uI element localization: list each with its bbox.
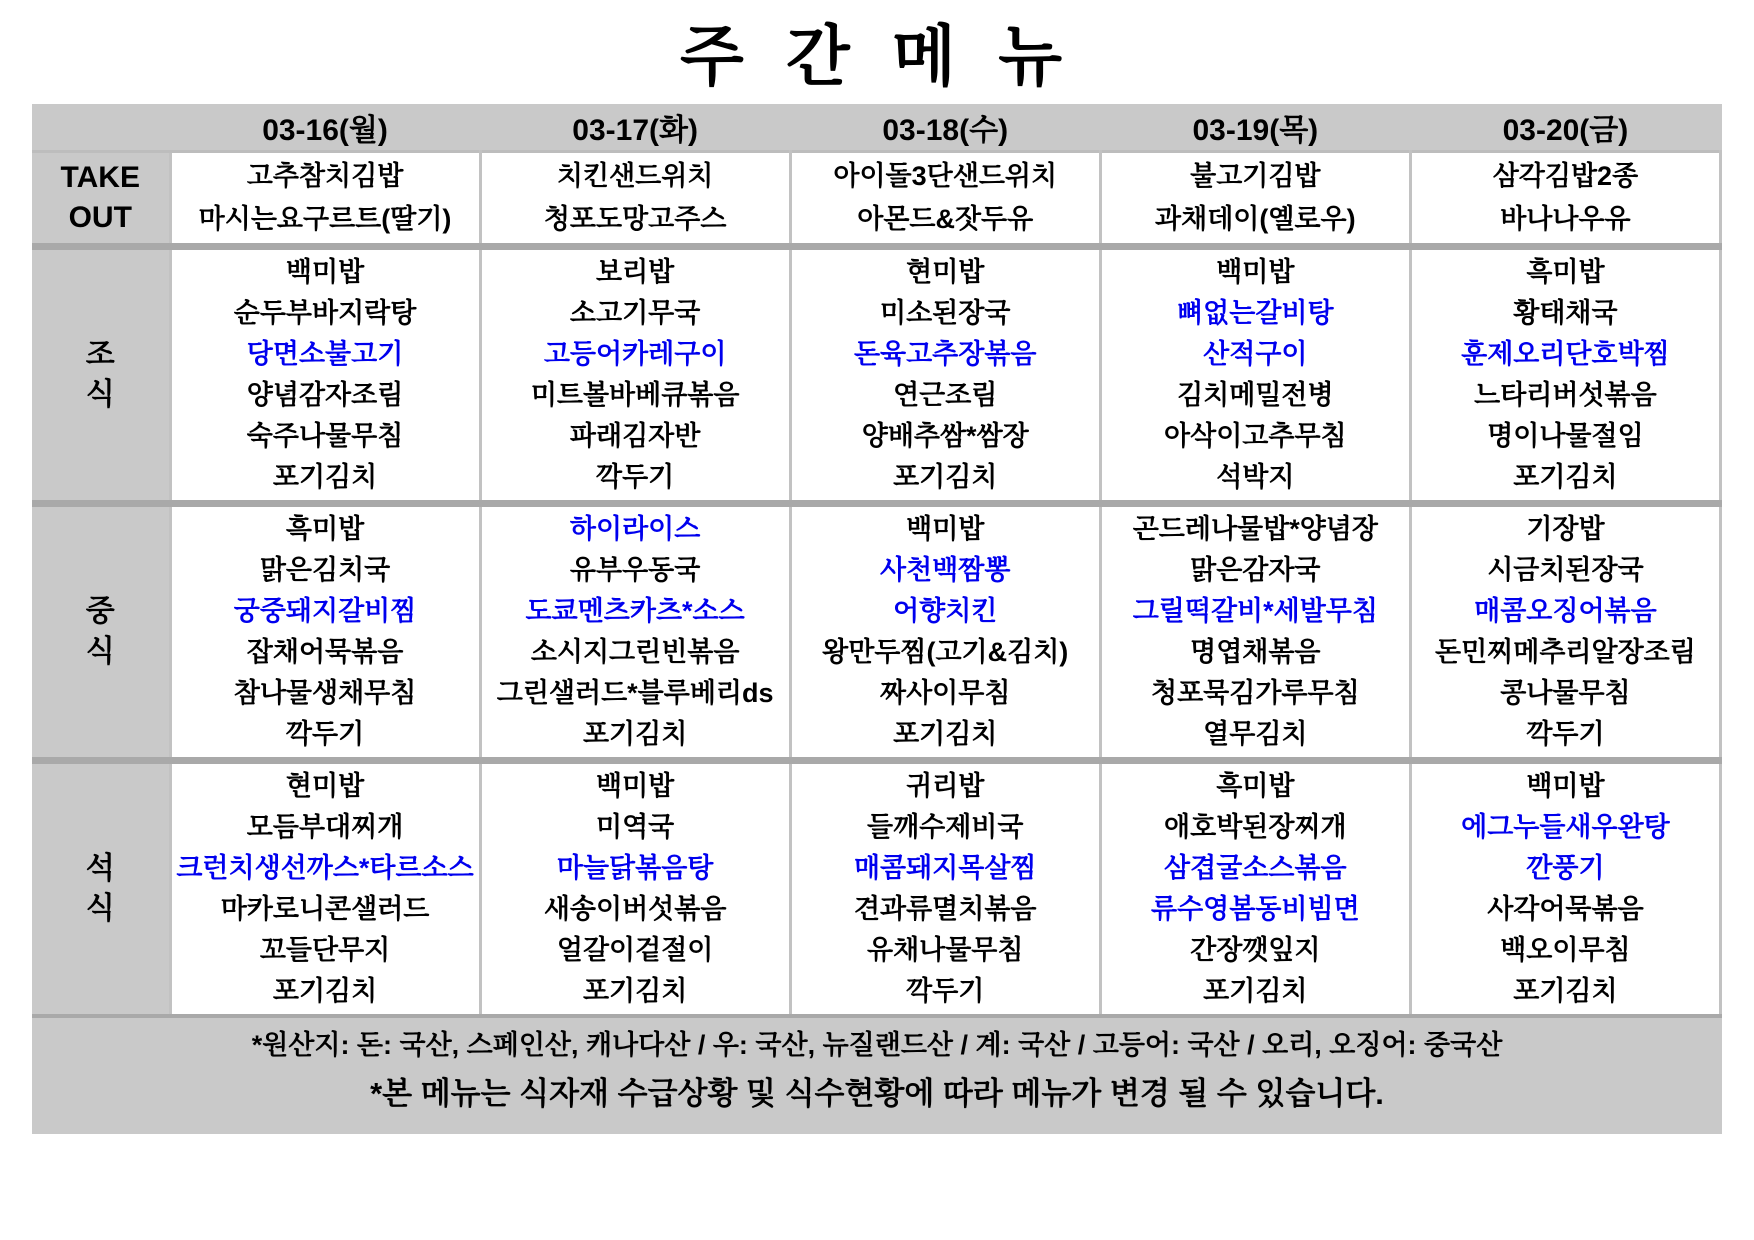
menu-item: 꼬들단무지	[259, 935, 391, 965]
menu-item: 삼각김밥2종	[1492, 161, 1639, 191]
page-title: 주 간 메 뉴	[679, 19, 1075, 93]
menu-item-highlighted: 크런치생선까스*타르소스	[176, 853, 474, 883]
menu-item: 얼갈이겉절이	[556, 935, 714, 965]
menu-item: 시금치된장국	[1487, 555, 1644, 585]
menu-item: 포기김치	[893, 462, 998, 492]
menu-item: 콩나물무침	[1500, 678, 1631, 708]
menu-item: 바나나우유	[1500, 204, 1631, 234]
menu-cell-breakfast-day2	[480, 247, 790, 504]
change-notice: *본 메뉴는 식자재 수급상황 및 식수현황에 따라 메뉴가 변경 될 수 있습니다.	[370, 1076, 1384, 1111]
menu-item: 미역국	[596, 812, 675, 842]
menu-item-highlighted: 산적구이	[1203, 339, 1308, 369]
menu-item-highlighted: 사천백짬뽕	[880, 555, 1011, 585]
menu-item-highlighted: 궁중돼지갈비찜	[233, 596, 417, 626]
section-label-line: OUT	[68, 201, 132, 234]
menu-item: 포기김치	[272, 462, 378, 492]
menu-item: 포기김치	[1203, 976, 1308, 1006]
menu-item: 소고기무국	[569, 298, 701, 328]
menu-item: 청포묵김가루무침	[1151, 678, 1360, 708]
menu-item: 석박지	[1216, 462, 1295, 492]
menu-cell-breakfast-day5	[1410, 247, 1720, 504]
menu-table-body	[32, 152, 1721, 1017]
menu-item-highlighted: 매콤돼지목살찜	[853, 853, 1037, 883]
menu-item-highlighted: 훈제오리단호박찜	[1461, 339, 1670, 369]
menu-item-highlighted: 마늘닭볶음탕	[556, 853, 714, 883]
menu-item-highlighted: 에그누들새우완탕	[1461, 812, 1670, 842]
menu-cell-lunch-day5	[1410, 504, 1720, 761]
menu-item: 짜사이무침	[880, 678, 1011, 708]
section-label-line: 조	[85, 338, 115, 371]
menu-cell-lunch-day4	[1100, 504, 1410, 761]
menu-item: 백미밥	[1216, 257, 1295, 287]
date-header-row	[32, 104, 1721, 152]
menu-item: 불고기김밥	[1190, 161, 1321, 191]
menu-item: 맑은김치국	[259, 555, 391, 585]
menu-item: 김치메밀전병	[1177, 380, 1334, 410]
menu-item: 순두부바지락탕	[233, 298, 417, 328]
section-label-lunch	[32, 504, 170, 761]
menu-item: 황태채국	[1513, 298, 1618, 328]
menu-item: 아이돌3단샌드위치	[833, 161, 1058, 191]
menu-cell-lunch-day3	[790, 504, 1100, 761]
menu-item: 양념감자조림	[246, 380, 404, 410]
menu-item: 아몬드&잣두유	[857, 204, 1034, 234]
weekly-menu-table	[32, 104, 1722, 1018]
menu-cell-breakfast-day4	[1100, 247, 1410, 504]
date-header-tue: 03-17(화)	[480, 104, 790, 152]
menu-item-highlighted: 고등어카레구이	[543, 339, 727, 369]
section-label-line: 식	[85, 378, 115, 411]
section-label-line: 중	[85, 595, 115, 628]
menu-item: 백미밥	[596, 771, 675, 801]
menu-item: 백미밥	[906, 514, 985, 544]
date-header-mon: 03-16(월)	[170, 104, 480, 152]
menu-item: 포기김치	[1513, 976, 1618, 1006]
menu-item: 보리밥	[596, 257, 675, 287]
menu-cell-takeout-day1	[170, 152, 480, 247]
menu-cell-breakfast-day1	[170, 247, 480, 504]
menu-item: 열무김치	[1203, 719, 1308, 749]
menu-item: 마카로니콘샐러드	[220, 894, 430, 924]
menu-item: 미소된장국	[880, 298, 1011, 328]
menu-item-highlighted: 류수영봄동비빔면	[1151, 894, 1360, 924]
date-header-wed: 03-18(수)	[790, 104, 1100, 152]
menu-item: 백미밥	[1526, 771, 1605, 801]
section-row-breakfast	[32, 247, 1721, 504]
section-label-line: TAKE	[60, 161, 140, 194]
weekly-menu	[32, 104, 1722, 1134]
menu-item: 현미밥	[285, 771, 365, 801]
menu-item: 포기김치	[893, 719, 998, 749]
menu-item: 과채데이(옐로우)	[1155, 204, 1356, 234]
menu-item: 깍두기	[596, 462, 675, 492]
menu-item: 현미밥	[906, 257, 985, 287]
menu-item: 유채나물무침	[866, 935, 1024, 965]
menu-item: 양배추쌈*쌈장	[861, 421, 1029, 451]
menu-item: 포기김치	[1513, 462, 1618, 492]
menu-item: 포기김치	[582, 719, 688, 749]
footer	[32, 1018, 1722, 1134]
menu-cell-dinner-day5	[1410, 761, 1720, 1017]
menu-item-highlighted: 하이라이스	[569, 514, 701, 544]
menu-item-highlighted: 깐풍기	[1526, 853, 1605, 883]
menu-cell-takeout-day3	[790, 152, 1100, 247]
menu-item: 고추참치김밥	[246, 161, 404, 191]
origin-note: *원산지: 돈: 국산, 스페인산, 캐나다산 / 우: 국산, 뉴질랜드산 / 계: 국산 / 고등어: 국산 / 오리, 오징어: 중국산	[251, 1030, 1503, 1060]
menu-item: 연근조림	[893, 380, 998, 410]
menu-item-highlighted: 매콤오징어볶음	[1474, 596, 1657, 626]
section-label-line: 식	[85, 892, 115, 925]
menu-item: 명엽채볶음	[1190, 637, 1321, 667]
menu-item: 포기김치	[272, 976, 378, 1006]
menu-item: 참나물생채무침	[233, 678, 417, 708]
menu-item-highlighted: 돈육고추장볶음	[853, 339, 1037, 369]
menu-item: 깍두기	[1526, 719, 1605, 749]
date-header-fri: 03-20(금)	[1410, 104, 1720, 152]
menu-cell-takeout-day2	[480, 152, 790, 247]
menu-item: 포기김치	[582, 976, 688, 1006]
section-label-line: 석	[85, 852, 115, 885]
section-row-takeout	[32, 152, 1721, 247]
menu-item: 새송이버섯볶음	[543, 894, 727, 924]
menu-item: 백오이무침	[1500, 935, 1631, 965]
menu-item: 마시는요구르트(딸기)	[198, 204, 452, 234]
menu-item: 기장밥	[1526, 514, 1605, 544]
menu-item: 맑은감자국	[1190, 555, 1321, 585]
menu-item-highlighted: 당면소불고기	[246, 339, 404, 369]
menu-item: 소시지그린빈볶음	[530, 637, 740, 667]
menu-item: 왕만두찜(고기&김치)	[822, 637, 1069, 667]
menu-item: 그린샐러드*블루베리ds	[496, 678, 774, 708]
menu-item: 귀리밥	[906, 771, 985, 801]
menu-item: 백미밥	[285, 257, 365, 287]
section-label-breakfast	[32, 247, 170, 504]
menu-item: 아삭이고추무침	[1164, 421, 1347, 451]
date-header-thu: 03-19(목)	[1100, 104, 1410, 152]
menu-item-highlighted: 뼈없는갈비탕	[1177, 298, 1334, 328]
menu-item: 파래김자반	[569, 421, 701, 451]
menu-cell-takeout-day4	[1100, 152, 1410, 247]
menu-item: 곤드레나물밥*양념장	[1132, 514, 1378, 544]
menu-cell-lunch-day2	[480, 504, 790, 761]
menu-item: 미트볼바베큐볶음	[530, 380, 740, 410]
menu-cell-dinner-day1	[170, 761, 480, 1017]
menu-item: 간장깻잎지	[1190, 935, 1321, 965]
menu-item: 유부우동국	[569, 555, 701, 585]
menu-item: 돈민찌메추리알장조림	[1435, 637, 1696, 667]
corner-cell	[32, 104, 170, 152]
menu-item: 깍두기	[906, 976, 985, 1006]
menu-cell-lunch-day1	[170, 504, 480, 761]
menu-item: 흑미밥	[1216, 771, 1295, 801]
menu-item: 청포도망고주스	[543, 204, 727, 234]
menu-item: 흑미밥	[285, 514, 365, 544]
menu-item-highlighted: 그릴떡갈비*세발무침	[1132, 596, 1378, 626]
menu-item: 모듬부대찌개	[246, 812, 404, 842]
section-label-dinner	[32, 761, 170, 1017]
menu-item: 애호박된장찌개	[1164, 812, 1347, 842]
menu-item-highlighted: 삼겹굴소스볶음	[1164, 853, 1347, 883]
menu-item: 숙주나물무침	[246, 421, 404, 451]
menu-item: 느타리버섯볶음	[1474, 380, 1657, 410]
menu-item: 잡채어묵볶음	[246, 637, 404, 667]
menu-item: 사각어묵볶음	[1487, 894, 1644, 924]
menu-item-highlighted: 도쿄멘츠카츠*소스	[525, 596, 745, 626]
section-row-dinner	[32, 761, 1721, 1017]
menu-item-highlighted: 어향치킨	[893, 596, 998, 626]
menu-cell-takeout-day5	[1410, 152, 1720, 247]
menu-item: 치킨샌드위치	[556, 161, 714, 191]
section-row-lunch	[32, 504, 1721, 761]
menu-cell-breakfast-day3	[790, 247, 1100, 504]
menu-item: 명이나물절임	[1487, 421, 1644, 451]
menu-item: 흑미밥	[1526, 257, 1605, 287]
menu-item: 들깨수제비국	[866, 812, 1024, 842]
section-label-takeout	[32, 152, 170, 247]
menu-cell-dinner-day4	[1100, 761, 1410, 1017]
menu-item: 견과류멸치볶음	[853, 894, 1037, 924]
section-label-line: 식	[85, 635, 115, 668]
menu-cell-dinner-day3	[790, 761, 1100, 1017]
menu-cell-dinner-day2	[480, 761, 790, 1017]
menu-item: 깍두기	[285, 719, 365, 749]
